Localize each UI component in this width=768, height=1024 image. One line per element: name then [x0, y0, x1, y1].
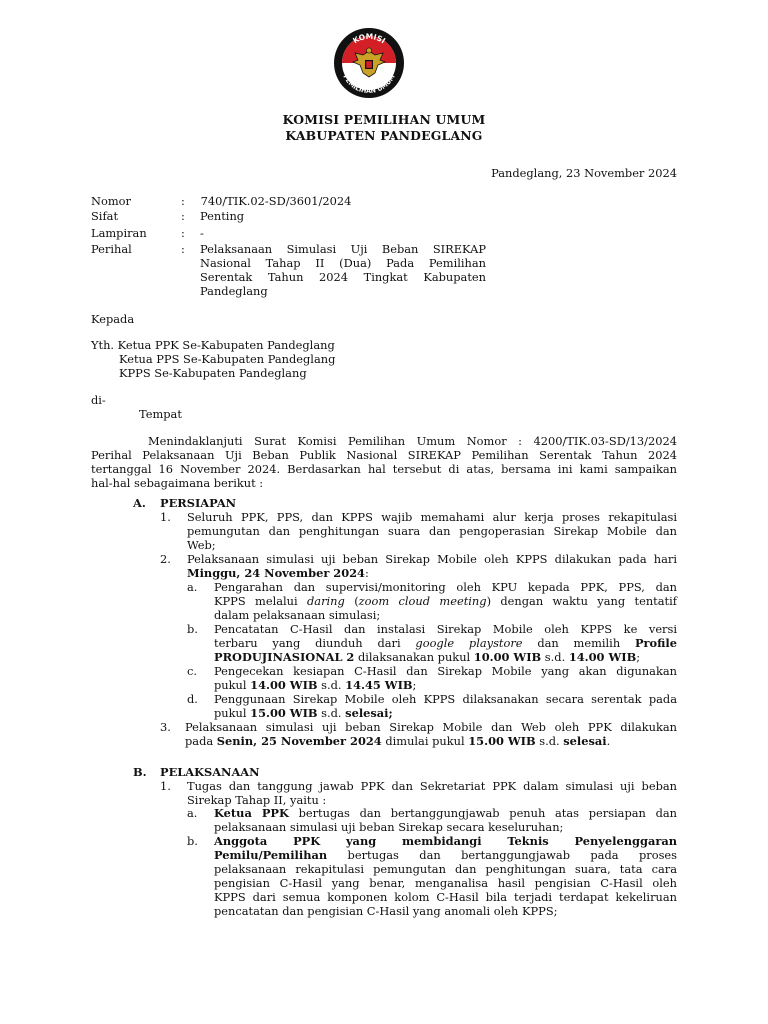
section-b-title: PELAKSANAAN [160, 765, 260, 779]
meta-value-sifat: Penting [200, 209, 245, 223]
perihal-line-3: Serentak Tahun 2024 Tingkat Kabupaten [200, 270, 486, 284]
a-sub-b-mark: b. [187, 622, 198, 636]
a-item-2-date: Minggu, 24 November 2024 [187, 566, 365, 580]
b-item-1-num: 1. [160, 779, 171, 793]
meta-colon-perihal: : [181, 242, 185, 256]
b-sub-b-line-1: Anggota PPK yang membidangi Teknis Penyelenggaran [214, 834, 677, 848]
intro-line-2: Perihal Pelaksanaan Uji Beban Publik Nasional SIREKAP Pemilihan Serentak Tahun 2024 [91, 448, 677, 462]
a-item-3-num: 3. [160, 720, 171, 734]
intro-line-3: tertanggal 16 November 2024. Berdasarkan hal tersebut di atas, bersama ini kami sampaikan [91, 462, 677, 476]
a-sub-a-line-3: dalam pelaksanaan simulasi; [214, 608, 381, 622]
recipient-1: Yth. Ketua PPK Se-Kabupaten Pandeglang [91, 338, 335, 352]
a-sub-c-mark: c. [187, 664, 198, 678]
a-item-2-line-1: Pelaksanaan simulasi uji beban Sirekap Mobile oleh KPPS dilakukan pada hari [187, 552, 677, 566]
section-b-marker: B. [133, 765, 147, 779]
meta-label-lampiran: Lampiran [91, 226, 147, 240]
a-sub-b-line-3: PRODUJINASIONAL 2 dilaksanakan pukul 10.00 WIB s.d. 14.00 WIB; [214, 650, 641, 664]
meta-label-sifat: Sifat [91, 209, 119, 223]
a-item-1-line-2: pemungutan dan penghitungan suara dan pengoperasian Sirekap Mobile dan [187, 524, 677, 538]
a-item-1-line-3: Web; [187, 538, 216, 552]
perihal-line-2: Nasional Tahap II (Dua) Pada Pemilihan [200, 256, 486, 270]
recipient-2: Ketua PPS Se-Kabupaten Pandeglang [119, 352, 336, 366]
a-sub-b-line-2: terbaru yang diunduh dari google playstore dan memilih Profile [214, 636, 677, 650]
b-sub-b-line-5: KPPS dari semua komponen kolom C-Hasil bila terjadi terdapat kekeliruan [214, 890, 677, 904]
header-line-2: KABUPATEN PANDEGLANG [285, 128, 483, 143]
b-sub-b-line-2: Pemilu/Pemilihan bertugas dan bertanggungjawab pada proses [214, 848, 677, 862]
a-sub-a-line-1: Pengarahan dan supervisi/monitoring oleh KPU kepada PPK, PPS, dan [214, 580, 677, 594]
kepada-label: Kepada [91, 312, 135, 326]
section-a-title: PERSIAPAN [160, 496, 237, 510]
b-sub-b-line-6: pencatatan dan pengisian C-Hasil yang anomali oleh KPPS; [214, 904, 558, 918]
b-sub-a-mark: a. [187, 806, 198, 820]
b-sub-b-mark: b. [187, 834, 198, 848]
perihal-line-4: Pandeglang [200, 284, 268, 298]
a-item-1-line-1: Seluruh PPK, PPS, dan KPPS wajib memahami alur kerja proses rekapitulasi [187, 510, 677, 524]
a-sub-b-line-1: Pencatatan C-Hasil dan instalasi Sirekap Mobile oleh KPPS ke versi [214, 622, 677, 636]
a-sub-a-mark: a. [187, 580, 198, 594]
a-item-3-line-1: Pelaksanaan simulasi uji beban Sirekap Mobile dan Web oleh PPK dilakukan [185, 720, 677, 734]
intro-line-4: hal-hal sebagaimana berikut : [91, 476, 264, 490]
b-sub-b-line-3: pelaksanaan rekapitulasi pemungutan dan penghitungan suara, tata cara [214, 862, 677, 876]
a-sub-d-line-1: Penggunaan Sirekap Mobile oleh KPPS dilaksanakan secara serentak pada [214, 692, 677, 706]
recipient-3: KPPS Se-Kabupaten Pandeglang [119, 366, 307, 380]
a-item-3-line-2: pada Senin, 25 November 2024 dimulai pukul 15.00 WIB s.d. selesai. [185, 734, 611, 748]
meta-colon-sifat: : [181, 209, 185, 223]
b-sub-a-line-2: pelaksanaan simulasi uji beban Sirekap secara keseluruhan; [214, 820, 564, 834]
meta-label-nomor: Nomor [91, 194, 131, 208]
a-item-1-num: 1. [160, 510, 171, 524]
meta-value-nomor: 740/TIK.02-SD/3601/2024 [197, 194, 352, 208]
meta-colon-nomor: : [181, 194, 185, 208]
a-sub-d-line-2: pukul 15.00 WIB s.d. selesai; [214, 706, 393, 720]
meta-value-lampiran: - [200, 226, 204, 240]
a-item-2-line-2: Minggu, 24 November 2024: [187, 566, 369, 580]
place-date: Pandeglang, 23 November 2024 [491, 166, 677, 180]
a-item-2-num: 2. [160, 552, 171, 566]
logo-top-text: KOMISI [351, 31, 388, 46]
perihal-line-1: Pelaksanaan Simulasi Uji Beban SIREKAP [200, 242, 486, 256]
b-item-1-line-2: Sirekap Tahap II, yaitu : [187, 793, 327, 807]
logo-bottom-text: PEMILIHAN UMUM [341, 73, 397, 96]
kpu-logo [333, 27, 405, 99]
b-sub-b-line-4: pengisian C-Hasil yang benar, menganalisa hasil pengisian C-Hasil oleh [214, 876, 677, 890]
section-a-marker: A. [133, 496, 146, 510]
meta-label-perihal: Perihal [91, 242, 132, 256]
b-sub-a-line-1: Ketua PPK bertugas dan bertanggungjawab penuh atas persiapan dan [214, 806, 677, 820]
a-sub-c-line-1: Pengecekan kesiapan C-Hasil dan Sirekap Mobile yang akan digunakan [214, 664, 677, 678]
a-sub-a-line-2: KPPS melalui daring (zoom cloud meeting) dengan waktu yang tentatif [214, 594, 677, 608]
a-sub-c-line-2: pukul 14.00 WIB s.d. 14.45 WIB; [214, 678, 417, 692]
a-sub-d-mark: d. [187, 692, 198, 706]
header-line-1: KOMISI PEMILIHAN UMUM [282, 112, 486, 127]
di-label: di- [91, 393, 106, 407]
meta-colon-lampiran: : [181, 226, 185, 240]
tempat-label: Tempat [139, 407, 182, 421]
intro-line-1: Menindaklanjuti Surat Komisi Pemilihan Umum Nomor : 4200/TIK.03-SD/13/2024 [148, 434, 677, 448]
b-item-1-line-1: Tugas dan tanggung jawab PPK dan Sekretariat PPK dalam simulasi uji beban [187, 779, 677, 793]
